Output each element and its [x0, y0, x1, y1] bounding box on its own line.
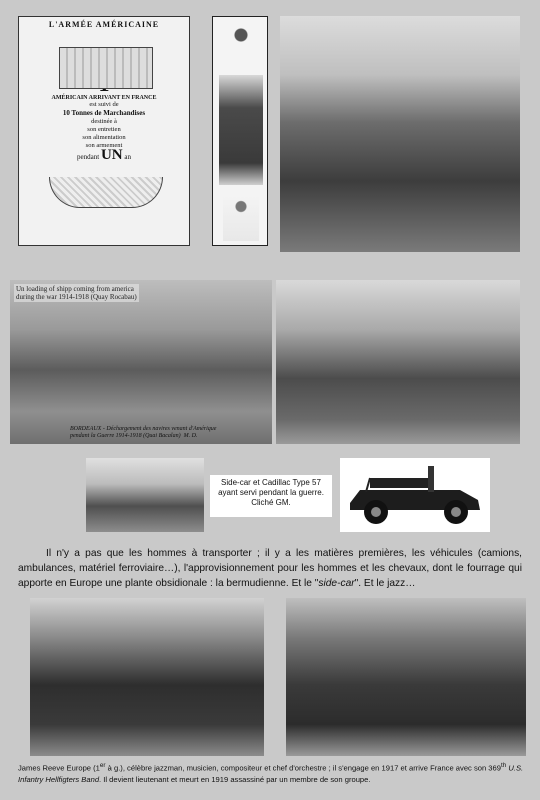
jazz-band-photo	[30, 598, 264, 756]
poster-crate-drawing	[59, 47, 153, 89]
soldier-sketch-top	[223, 23, 259, 63]
poster-line-0: est suivi de	[89, 101, 119, 108]
cadillac-car-icon	[340, 458, 490, 532]
cadillac-photo	[340, 458, 490, 532]
sidecar-photo	[86, 458, 204, 532]
poster-line-american: AMÉRICAIN ARRIVANT EN FRANCE	[51, 95, 157, 101]
poster-line-2: destinée à	[91, 118, 117, 125]
intro-paragraph: Il n'y a pas que les hommes à transporter ; il y a les matières premières, les véhicules (camions, ambulances, matériel ferroviaire…), l'approvisionnement pour les hommes et les chevaux, dont le fourrage qui apporte en Europe une plante obsidionale : la bermudienne. Et le "side-car". Et le jazz…	[18, 548, 522, 589]
bordeaux-port-photo	[10, 280, 272, 444]
recruitment-poster	[18, 16, 190, 246]
james-europe-caption: James Reeve Europe (1er à g.), célèbre jazzman, musicien, compositeur et chef d'orchestre ; il s'engage en 1917 et arrive France avec son 369th U.S. Infantry Hellfigters Band. Il devient lieutenant et meurt en 1919 assassiné par un membre de son groupe.	[18, 762, 524, 784]
port-photo-legend: BORDEAUX - Déchargement des navires venant d'Amérique pendant la Guerre 1914-1918 (Quai Bacalan) M. D.	[70, 426, 217, 439]
poster-line-4: son alimentation	[82, 134, 126, 141]
soldier-illustrations	[212, 16, 268, 246]
crane-dock-photo	[276, 280, 520, 444]
poster-net-drawing	[49, 177, 163, 208]
port-photo-caption: Un loading of shipp coming from america during the war 1914-1918 (Quay Rocabau)	[16, 285, 137, 301]
poster-line-5: son armement	[85, 142, 123, 149]
soldier-photo	[219, 75, 263, 185]
poster-final: pendant UN an	[77, 147, 131, 163]
sidecar-caption: Side-car et Cadillac Type 57 ayant servi pendant la guerre. Cliché GM.	[210, 475, 332, 517]
poster-line-1: 10 Tonnes de Marchandises	[62, 109, 146, 117]
band-leader-photo	[286, 598, 526, 756]
ship-unloading-photo	[280, 16, 520, 252]
soldier-sketch-bottom	[223, 195, 259, 241]
poster-line-3: son entretien	[87, 126, 121, 133]
poster-title: L'ARMÉE AMÉRICAINE	[48, 20, 160, 29]
